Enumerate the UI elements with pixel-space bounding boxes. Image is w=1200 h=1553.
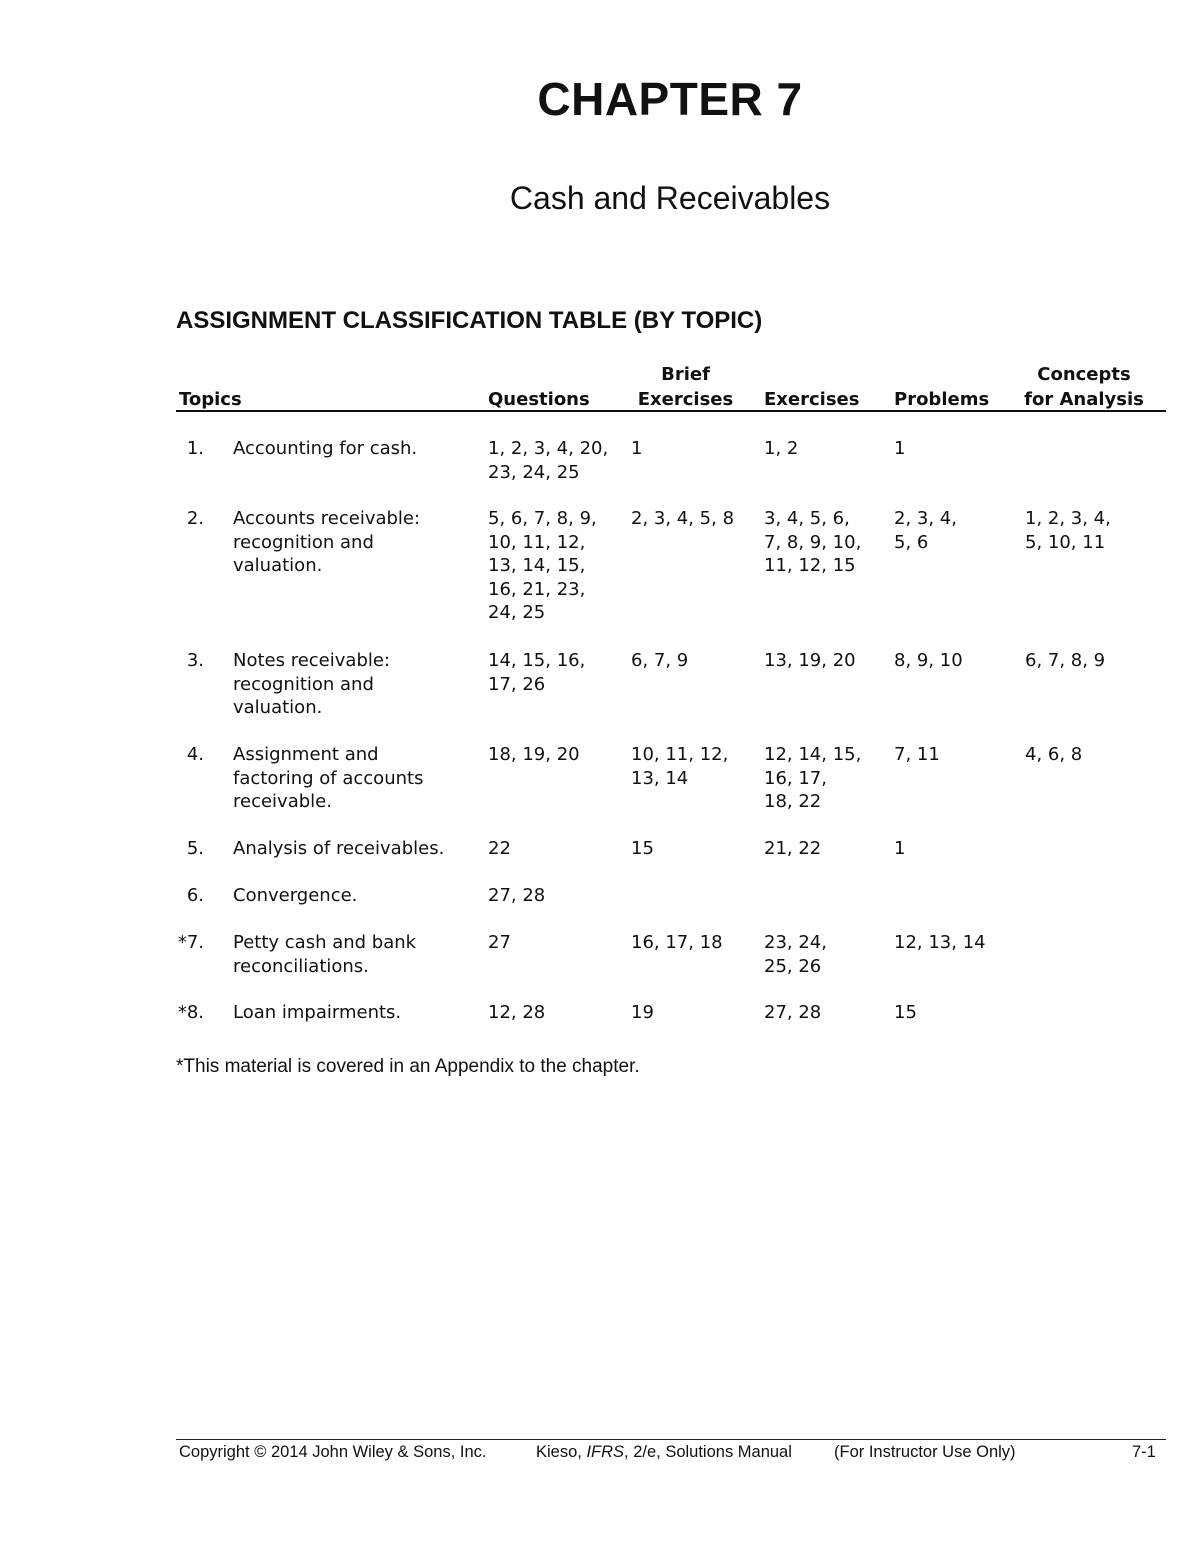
footer-rule [176, 1439, 1166, 1440]
row-7-number: *7. [177, 932, 204, 953]
row-6-topic: Convergence. [233, 885, 358, 906]
row-1-questions: 1, 2, 3, 4, 20, 23, 24, 25 [488, 438, 609, 483]
header-topics: Topics [179, 389, 242, 410]
row-1-brief-exercises: 1 [631, 438, 643, 459]
row-6-number: 6. [186, 885, 204, 906]
row-4-questions: 18, 19, 20 [488, 744, 580, 765]
row-4-problems: 7, 11 [894, 744, 940, 765]
row-2-questions: 5, 6, 7, 8, 9, 10, 11, 12, 13, 14, 15, 16, 21, 23, 24, 25 [488, 508, 597, 623]
row-8-exercises: 27, 28 [764, 1002, 822, 1023]
row-2-problems: 2, 3, 4, 5, 6 [894, 508, 957, 553]
row-8-questions: 12, 28 [488, 1002, 546, 1023]
row-5-problems: 1 [894, 838, 906, 859]
row-2-exercises: 3, 4, 5, 6, 7, 8, 9, 10, 11, 12, 15 [764, 508, 862, 576]
row-1-number: 1. [186, 438, 204, 459]
row-1-exercises: 1, 2 [764, 438, 799, 459]
row-3-topic: Notes receivable: recognition and valuation. [233, 650, 391, 718]
header-concepts-line1: Concepts [1037, 364, 1131, 385]
row-1-problems: 1 [894, 438, 906, 459]
row-3-exercises: 13, 19, 20 [764, 650, 856, 671]
row-7-problems: 12, 13, 14 [894, 932, 986, 953]
chapter-subtitle: Cash and Receivables [509, 180, 831, 216]
header-questions: Questions [488, 389, 590, 410]
row-3-brief-exercises: 6, 7, 9 [631, 650, 689, 671]
row-8-problems: 15 [894, 1002, 917, 1023]
header-exercises: Exercises [764, 389, 860, 410]
row-3-questions: 14, 15, 16, 17, 26 [488, 650, 586, 695]
section-title: ASSIGNMENT CLASSIFICATION TABLE (BY TOPIC) [176, 307, 763, 334]
row-4-topic: Assignment and factoring of accounts receivable. [233, 744, 424, 812]
footnote: *This material is covered in an Appendix to the chapter. [176, 1056, 640, 1077]
row-3-concepts: 6, 7, 8, 9 [1025, 650, 1106, 671]
row-3-problems: 8, 9, 10 [894, 650, 963, 671]
row-5-questions: 22 [488, 838, 511, 859]
row-2-concepts: 1, 2, 3, 4, 5, 10, 11 [1025, 508, 1111, 553]
row-7-topic: Petty cash and bank reconciliations. [233, 932, 417, 977]
footer-use: (For Instructor Use Only) [834, 1443, 1016, 1461]
header-rule [176, 410, 1166, 412]
header-brief-line1: Brief [661, 364, 710, 385]
row-5-topic: Analysis of receivables. [233, 838, 445, 859]
row-1-topic: Accounting for cash. [233, 438, 418, 459]
row-4-number: 4. [186, 744, 204, 765]
row-4-brief-exercises: 10, 11, 12, 13, 14 [631, 744, 729, 789]
row-2-number: 2. [186, 508, 204, 529]
row-8-topic: Loan impairments. [233, 1002, 402, 1023]
footer-author: Kieso, [536, 1443, 587, 1461]
row-5-exercises: 21, 22 [764, 838, 822, 859]
row-3-number: 3. [186, 650, 204, 671]
row-6-questions: 27, 28 [488, 885, 546, 906]
chapter-title: CHAPTER 7 [537, 73, 803, 125]
row-8-number: *8. [177, 1002, 204, 1023]
footer-book [536, 1443, 792, 1462]
header-concepts [1020, 362, 1148, 412]
header-problems: Problems [894, 389, 990, 410]
row-7-brief-exercises: 16, 17, 18 [631, 932, 723, 953]
row-2-brief-exercises: 2, 3, 4, 5, 8 [631, 508, 735, 529]
header-brief-line2: Exercises [637, 389, 734, 410]
footer-page-number: 7-1 [1132, 1443, 1156, 1461]
row-2-topic: Accounts receivable: recognition and valuation. [233, 508, 421, 576]
footer-copyright: Copyright © 2014 John Wiley & Sons, Inc. [179, 1443, 487, 1461]
row-4-concepts: 4, 6, 8 [1025, 744, 1083, 765]
header-concepts-line2: for Analysis [1024, 389, 1144, 410]
row-5-brief-exercises: 15 [631, 838, 654, 859]
footer-edition: , 2/e, Solutions Manual [624, 1443, 792, 1461]
footer-book-title: IFRS [586, 1443, 625, 1461]
row-7-exercises: 23, 24, 25, 26 [764, 932, 827, 977]
header-brief-exercises [628, 362, 743, 412]
row-7-questions: 27 [488, 932, 511, 953]
row-5-number: 5. [186, 838, 204, 859]
row-4-exercises: 12, 14, 15, 16, 17, 18, 22 [764, 744, 862, 812]
row-8-brief-exercises: 19 [631, 1002, 654, 1023]
